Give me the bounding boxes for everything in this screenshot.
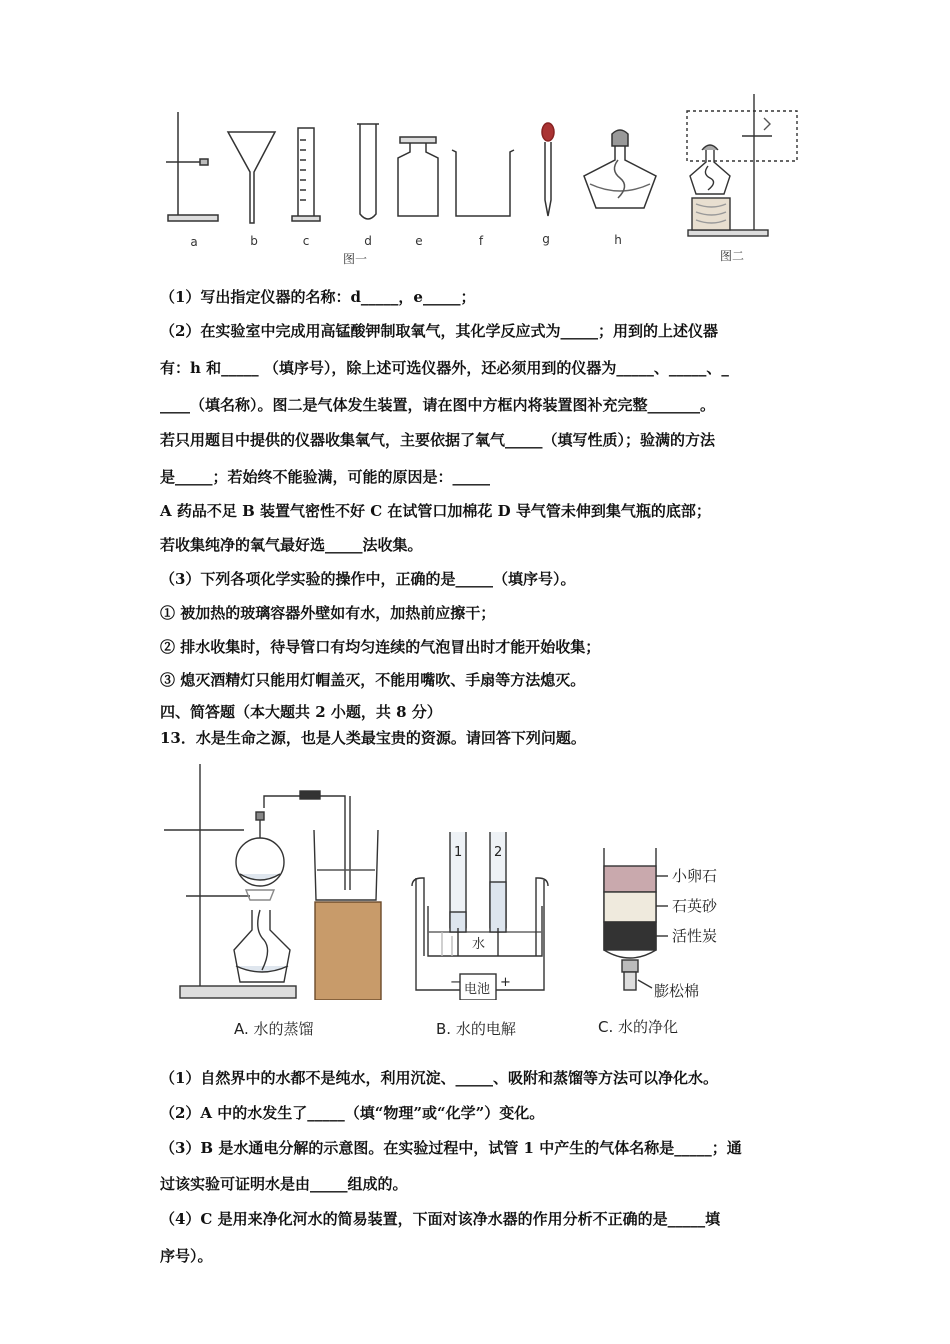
q-line-6: 是_____；若始终不能验满，可能的原因是：_____ bbox=[160, 468, 491, 486]
caption-c-purification: C. 水的净化 bbox=[598, 1018, 679, 1036]
label-a: a bbox=[190, 235, 198, 249]
battery-minus: − bbox=[450, 975, 461, 990]
label-d: d bbox=[364, 234, 372, 248]
q3-item-2: ② 排水收集时，待导管口有均匀连续的气泡冒出时才能开始收集； bbox=[160, 638, 601, 656]
figure3-water-experiments bbox=[160, 760, 740, 1000]
electrolysis-apparatus bbox=[412, 832, 548, 1000]
figure1-caption: 图一 bbox=[342, 252, 367, 266]
figure2-apparatus bbox=[682, 90, 802, 242]
label-g: g bbox=[542, 232, 550, 246]
q13-part-4-cont: 序号）。 bbox=[160, 1247, 213, 1265]
q-line-8: 若收集纯净的氧气最好选_____法收集。 bbox=[160, 536, 423, 554]
tube-2-number: 2 bbox=[494, 845, 503, 860]
label-e: e bbox=[415, 234, 423, 248]
layer-quartz-sand: 石英砂 bbox=[672, 897, 718, 915]
layer-pebbles: 小卵石 bbox=[672, 867, 718, 885]
q13-part-2: （2）A 中的水发生了_____（填“物理”或“化学”）变化。 bbox=[160, 1104, 545, 1122]
layer-activated-carbon: 活性炭 bbox=[672, 927, 718, 945]
q13-part-4: （4）C 是用来净化河水的简易装置，下面对该净水器的作用分析不正确的是_____填 bbox=[160, 1210, 721, 1228]
beaker-f bbox=[452, 150, 514, 216]
alcohol-lamp-h bbox=[584, 130, 656, 208]
battery-label: 电池 bbox=[464, 982, 491, 997]
label-c: c bbox=[302, 234, 310, 248]
water-purifier bbox=[604, 848, 668, 990]
q13-part-3-cont: 过该实验可证明水是由_____组成的。 bbox=[160, 1175, 408, 1193]
q-line-2: （2）在实验室中完成用高锰酸钾制取氧气，其化学反应式为_____；用到的上述仪器 bbox=[160, 322, 718, 340]
tube-1-number: 1 bbox=[454, 845, 463, 860]
figure1-apparatus bbox=[160, 90, 670, 250]
q3-line: （3）下列各项化学实验的操作中，正确的是_____（填序号）。 bbox=[160, 570, 576, 588]
q13-stem: 13．水是生命之源，也是人类最宝贵的资源。请回答下列问题。 bbox=[160, 729, 586, 747]
q3-item-1: ① 被加热的玻璃容器外壁如有水，加热前应擦干； bbox=[160, 604, 496, 622]
label-h: h bbox=[614, 233, 622, 247]
label-f: f bbox=[478, 234, 484, 248]
q-line-5: 若只用题目中提供的仪器收集氧气，主要依据了氧气_____（填写性质）；验满的方法 bbox=[160, 431, 716, 449]
iron-stand-a bbox=[166, 112, 218, 221]
water-label: 水 bbox=[472, 937, 486, 952]
battery-plus: + bbox=[500, 975, 511, 990]
graduated-cylinder-c bbox=[292, 128, 320, 221]
dropper-g bbox=[542, 123, 554, 216]
caption-b-electrolysis: B. 水的电解 bbox=[436, 1020, 516, 1038]
q13-part-1: （1）自然界中的水都不是纯水，利用沉淀、_____、吸附和蒸馏等方法可以净化水。 bbox=[160, 1069, 718, 1087]
figure2-caption: 图二 bbox=[719, 249, 744, 263]
q3-item-3: ③ 熄灭酒精灯只能用灯帽盖灭，不能用嘴吹、手扇等方法熄灭。 bbox=[160, 671, 586, 689]
funnel-b bbox=[228, 132, 275, 223]
gas-jar-e bbox=[398, 137, 438, 216]
section-heading: 四、简答题（本大题共 2 小题，共 8 分） bbox=[160, 703, 442, 721]
layer-cotton: 膨松棉 bbox=[654, 982, 700, 1000]
distillation-apparatus bbox=[164, 764, 381, 1000]
q13-part-3: （3）B 是水通电分解的示意图。在实验过程中，试管 1 中产生的气体名称是_____；通 bbox=[160, 1139, 742, 1157]
q-line-1: （1）写出指定仪器的名称：d_____，e_____； bbox=[160, 288, 476, 306]
label-b: b bbox=[250, 234, 258, 248]
test-tube-d bbox=[357, 124, 379, 219]
q-line-3: 有：h 和_____ （填序号），除上述可选仪器外，还必须用到的仪器为_____、_____、_ bbox=[160, 359, 729, 377]
q-line-4: ____（填名称）。图二是气体发生装置，请在图中方框内将装置图补充完整_______。 bbox=[160, 396, 716, 414]
q-options-line: A 药品不足 B 装置气密性不好 C 在试管口加棉花 D 导气管未伸到集气瓶的底部； bbox=[160, 502, 711, 520]
caption-a-distillation: A. 水的蒸馏 bbox=[234, 1020, 314, 1038]
